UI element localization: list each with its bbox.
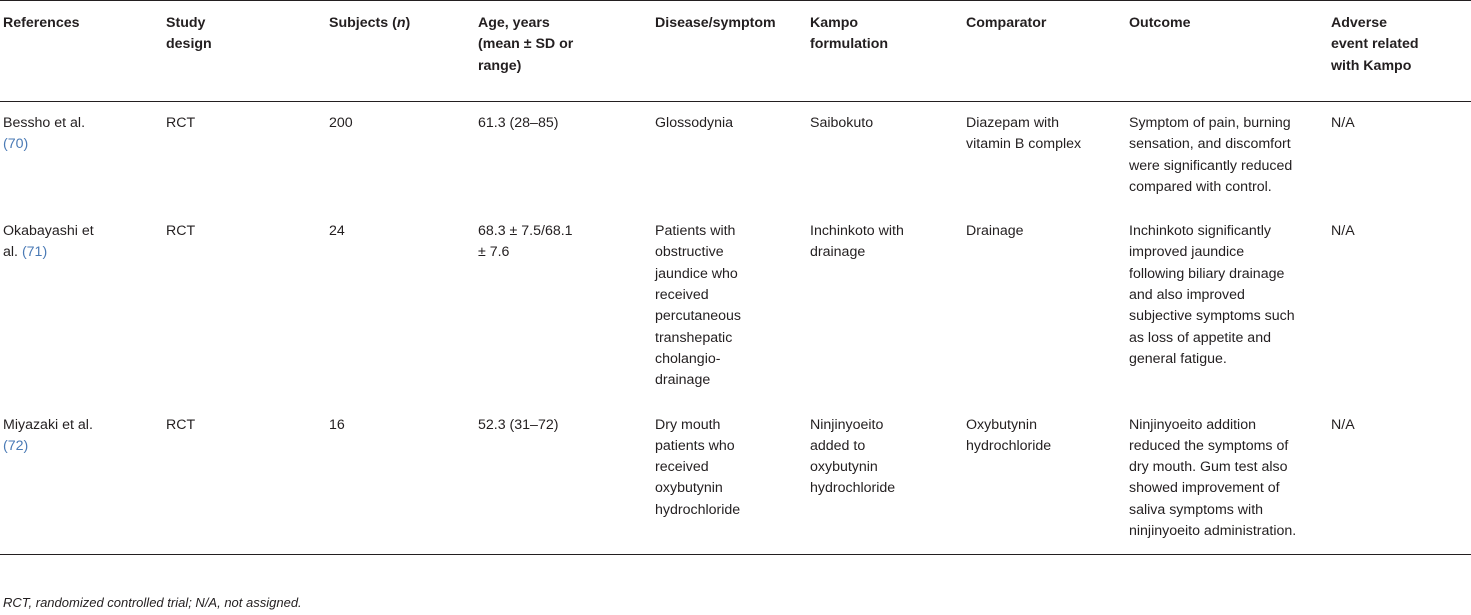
cell-disease — [655, 210, 810, 403]
cell-subjects: 24 — [329, 223, 345, 240]
reference-link[interactable]: (71) — [21, 244, 48, 261]
header-comparator: Comparator — [966, 1, 1129, 102]
header-age — [478, 1, 655, 102]
cell-reference — [0, 210, 166, 403]
cell-kampo — [810, 210, 966, 403]
reference-link[interactable]: (70) — [3, 136, 29, 153]
table-row — [0, 210, 1471, 403]
kampo-text: Saibokuto — [810, 115, 874, 131]
cell-age: 61.3 (28–85) — [478, 115, 559, 131]
cell-reference — [0, 102, 166, 211]
header-age-text: Age, years (mean ± SD or range) — [478, 15, 574, 74]
cell-design: RCT — [166, 115, 196, 131]
header-adverse — [1331, 1, 1471, 102]
disease-text: Dry mouth patients who received oxybutynin hydrochloride — [655, 416, 741, 518]
comparator-text: Drainage — [966, 223, 1024, 240]
table-row — [0, 404, 1471, 555]
header-adverse-text: Adverse event related with Kampo — [1331, 15, 1419, 74]
header-kampo — [810, 1, 966, 102]
age-text: 68.3 ± 7.5/68.1 ± 7.6 — [478, 223, 573, 261]
disease-text: Glossodynia — [655, 115, 734, 131]
header-references: References — [0, 1, 166, 102]
cell-outcome — [1129, 102, 1331, 211]
cell-disease — [655, 404, 810, 555]
cell-kampo — [810, 404, 966, 555]
cell-adverse: N/A — [1331, 115, 1355, 131]
cell-outcome — [1129, 404, 1331, 555]
reference-text: Okabayashi et al. — [3, 223, 94, 261]
header-study-design-text: Study design — [166, 15, 212, 53]
reference-text: Miyazaki et al. — [3, 416, 93, 433]
header-kampo-text: Kampo formulation — [810, 15, 889, 53]
cell-subjects: 200 — [329, 115, 353, 131]
cell-outcome — [1129, 210, 1331, 403]
outcome-text: Inchinkoto significantly improved jaundice following biliary drainage and also improved subjective symptoms such as loss of appetite and general fatigue. — [1129, 223, 1295, 367]
cell-age: 52.3 (31–72) — [478, 404, 655, 555]
outcome-text: Symptom of pain, burning sensation, and discomfort were significantly reduced compared with control. — [1129, 115, 1293, 195]
cell-design: RCT — [166, 223, 196, 240]
cell-reference — [0, 404, 166, 555]
reference-link[interactable]: (72) — [3, 437, 29, 454]
header-subjects-suffix: ) — [405, 15, 411, 31]
header-outcome: Outcome — [1129, 1, 1331, 102]
header-row — [0, 1, 1471, 102]
cell-comparator — [966, 404, 1129, 555]
cell-kampo — [810, 102, 966, 211]
cell-age — [478, 210, 655, 403]
table-row — [0, 102, 1471, 211]
header-study-design — [166, 1, 329, 102]
kampo-text: Ninjinyoeito added to oxybutynin hydrochloride — [810, 416, 896, 497]
table-footnote: RCT, randomized controlled trial; N/A, not assigned. — [3, 595, 302, 610]
comparator-text: Diazepam with vitamin B complex — [966, 115, 1082, 153]
comparator-text: Oxybutynin hydrochloride — [966, 416, 1052, 454]
cell-adverse: N/A — [1331, 404, 1471, 555]
reference-text: Bessho et al. — [3, 115, 86, 131]
table-header — [0, 1, 1471, 102]
cell-subjects: 16 — [329, 404, 478, 555]
header-disease: Disease/symptom — [655, 1, 810, 102]
table-body — [0, 102, 1471, 555]
cell-comparator — [966, 102, 1129, 211]
disease-text: Patients with obstructive jaundice who received percutaneous transhepatic cholangio-drainage — [655, 223, 741, 389]
header-subjects-n: n — [396, 15, 406, 31]
cell-adverse: N/A — [1331, 223, 1355, 240]
kampo-text: Inchinkoto with drainage — [810, 223, 904, 261]
cell-comparator — [966, 210, 1129, 403]
outcome-text: Ninjinyoeito addition reduced the symptoms of dry mouth. Gum test also showed improvement of saliva symptoms with ninjinyoeito administration. — [1129, 416, 1297, 540]
header-subjects-prefix: Subjects ( — [329, 15, 397, 31]
cell-disease — [655, 102, 810, 211]
header-subjects — [329, 1, 478, 102]
cell-design: RCT — [166, 404, 329, 555]
